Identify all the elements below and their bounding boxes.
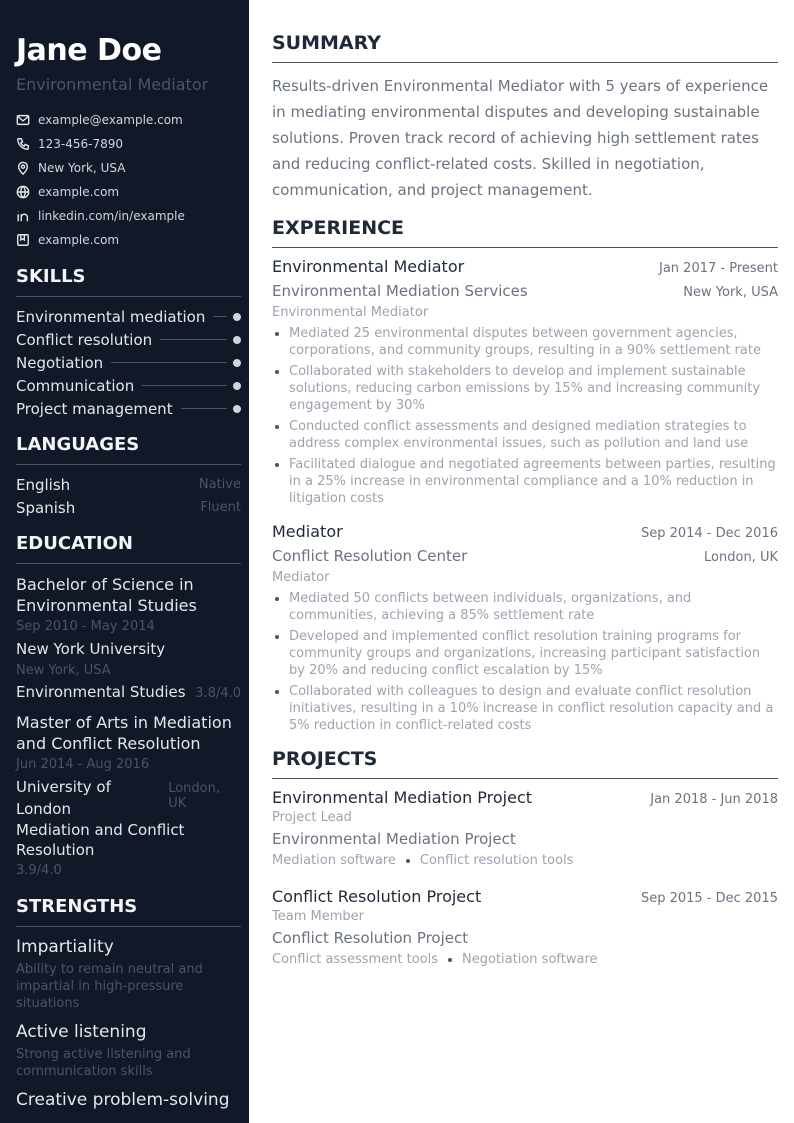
skill-dot-icon (233, 313, 241, 321)
skill-label: Environmental mediation (16, 307, 206, 326)
job-bullet: Mediated 50 conflicts between individuals, organizations, and communities, achieving a 85% settlement rate (272, 590, 778, 624)
job-company: Conflict Resolution Center (272, 547, 468, 565)
skill-line (142, 385, 227, 386)
contact-location (16, 156, 241, 180)
phone-icon (16, 137, 30, 151)
job-position: Mediator (272, 570, 330, 585)
job-bullet: Collaborated with stakeholders to develop and implement sustainable solutions, reducing carbon emissions by 15% and increasing community engagement by 30% (272, 363, 778, 414)
linkedin-icon (16, 209, 30, 223)
contact-list (16, 108, 241, 252)
job-item (272, 521, 778, 734)
skill-dot-icon (233, 405, 241, 413)
experience-section (272, 217, 778, 734)
skill-line (160, 339, 227, 340)
education-school-row (16, 776, 241, 820)
bullet-separator-icon (406, 859, 410, 863)
job-position: Environmental Mediator (272, 305, 429, 320)
main-content (272, 32, 778, 971)
project-tags (272, 850, 778, 872)
skill-label: Conflict resolution (16, 330, 153, 349)
skill-line (111, 362, 227, 363)
job-dates: Jan 2017 - Present (659, 261, 778, 276)
skill-dot-icon (233, 336, 241, 344)
skill-dot-icon (233, 359, 241, 367)
education-item (16, 712, 241, 882)
education-gpa: 3.9/4.0 (16, 863, 62, 878)
project-name: Environmental Mediation Project (272, 788, 533, 807)
skill-line (213, 316, 227, 317)
job-bullets (272, 590, 778, 734)
job-item (272, 256, 778, 507)
education-dates: Jun 2014 - Aug 2016 (16, 757, 150, 772)
strength-item (16, 935, 241, 1012)
education-field: Environmental Studies (16, 683, 186, 701)
education-field: Mediation and Conflict Resolution (16, 821, 185, 859)
job-location: New York, USA (683, 285, 778, 300)
language-name: English (16, 475, 71, 494)
project-item (272, 787, 778, 872)
sidebar (0, 0, 249, 1123)
language-item (16, 496, 241, 519)
education-location: New York, USA (16, 663, 111, 678)
summary-text: Results-driven Environmental Mediator with 5 years of experience in mediating environmental disputes and developing sustainable solutions. Proven track record of achieving high settlement rates and reducing conflict-related costs. Skilled in negotiation, communication, and project management. (272, 77, 769, 199)
job-bullet: Conducted conflict assessments and designed mediation strategies to address complex environmental issues, such as pollution and land use (272, 418, 778, 452)
skill-item (16, 328, 241, 351)
language-level: Fluent (200, 500, 241, 515)
contact-portfolio[interactable] (16, 228, 241, 252)
job-dates: Sep 2014 - Dec 2016 (640, 526, 778, 541)
job-title: Mediator (272, 522, 343, 541)
contact-website-text: example.com (38, 185, 120, 199)
project-subtitle: Conflict Resolution Project (272, 929, 469, 947)
education-school: University of London (16, 778, 111, 818)
project-tag: Negotiation software (462, 952, 598, 967)
projects-section (272, 748, 778, 971)
contact-phone[interactable] (16, 132, 241, 156)
contact-linkedin-text: linkedin.com/in/example (38, 209, 185, 223)
strength-title: Impartiality (16, 937, 114, 957)
education-school: New York University (16, 640, 166, 658)
job-company: Environmental Mediation Services (272, 282, 528, 300)
contact-portfolio-text: example.com (38, 233, 120, 247)
summary-heading: SUMMARY (272, 32, 778, 63)
project-role: Project Lead (272, 810, 352, 825)
location-pin-icon (16, 161, 30, 175)
mail-icon (16, 113, 30, 127)
globe-icon (16, 185, 30, 199)
bookmark-icon (16, 233, 30, 247)
contact-website[interactable] (16, 180, 241, 204)
contact-linkedin[interactable] (16, 204, 241, 228)
language-name: Spanish (16, 498, 76, 517)
candidate-title: Environmental Mediator (16, 75, 209, 94)
skill-item (16, 374, 241, 397)
education-gpa: 3.8/4.0 (195, 686, 241, 701)
job-bullet: Facilitated dialogue and negotiated agreements between parties, resulting in a 25% increase in environmental compliance and a 10% reduction in litigation costs (272, 456, 778, 507)
skills-list (16, 305, 241, 420)
project-dates: Sep 2015 - Dec 2015 (640, 891, 778, 906)
education-dates: Sep 2010 - May 2014 (16, 619, 155, 634)
candidate-name: Jane Doe (16, 33, 162, 68)
project-tag: Conflict resolution tools (419, 853, 574, 868)
language-level: Native (198, 477, 241, 492)
strength-item (16, 1088, 241, 1112)
project-role: Team Member (272, 909, 364, 924)
job-bullet: Developed and implemented conflict resolution training programs for community groups and organizations, increasing participant satisfaction by 20% and reducing conflict escalation by 15% (272, 628, 778, 679)
contact-phone-text: 123-456-7890 (38, 137, 124, 151)
strength-desc: Ability to remain neutral and impartial in high-pressure situations (16, 962, 203, 1011)
experience-heading: EXPERIENCE (272, 217, 778, 248)
skill-item (16, 351, 241, 374)
project-tags (272, 949, 778, 971)
contact-location-text: New York, USA (38, 161, 126, 175)
education-location: London, UK (168, 781, 220, 811)
skill-item (16, 397, 241, 420)
project-subtitle: Environmental Mediation Project (272, 830, 516, 848)
education-item (16, 574, 241, 702)
skill-label: Communication (16, 376, 135, 395)
project-item (272, 886, 778, 971)
strength-title: Active listening (16, 1022, 147, 1042)
job-bullets (272, 325, 778, 507)
languages-heading: LANGUAGES (16, 434, 241, 465)
skill-dot-icon (233, 382, 241, 390)
contact-email-text: example@example.com (38, 113, 183, 127)
strength-desc: Strong active listening and communication skills (16, 1047, 191, 1079)
skill-label: Negotiation (16, 353, 104, 372)
projects-heading: PROJECTS (272, 748, 778, 779)
skill-line (181, 408, 227, 409)
job-title: Environmental Mediator (272, 257, 465, 276)
project-dates: Jan 2018 - Jun 2018 (650, 792, 778, 807)
strength-title: Creative problem-solving (16, 1090, 230, 1110)
skills-heading: SKILLS (16, 266, 241, 297)
education-heading: EDUCATION (16, 533, 241, 564)
skill-item (16, 305, 241, 328)
project-name: Conflict Resolution Project (272, 887, 482, 906)
contact-email[interactable] (16, 108, 241, 132)
skill-label: Project management (16, 399, 173, 418)
job-bullet: Collaborated with colleagues to design and evaluate conflict resolution initiatives, resulting in a 10% increase in conflict resolution capacity and a 5% reduction in conflict-related costs (272, 683, 778, 734)
strength-item (16, 1020, 241, 1080)
languages-list (16, 473, 241, 519)
project-tag: Conflict assessment tools (272, 952, 439, 967)
education-field-row (16, 682, 241, 702)
project-tag: Mediation software (272, 853, 396, 868)
education-degree: Bachelor of Science in Environmental Studies (16, 575, 197, 615)
education-degree: Master of Arts in Mediation and Conflict Resolution (16, 713, 232, 753)
bullet-separator-icon (448, 958, 452, 962)
language-item (16, 473, 241, 496)
job-location: London, UK (704, 550, 778, 565)
strengths-heading: STRENGTHS (16, 896, 241, 927)
job-bullet: Mediated 25 environmental disputes between government agencies, corporations, and community groups, resulting in a 90% settlement rate (272, 325, 778, 359)
